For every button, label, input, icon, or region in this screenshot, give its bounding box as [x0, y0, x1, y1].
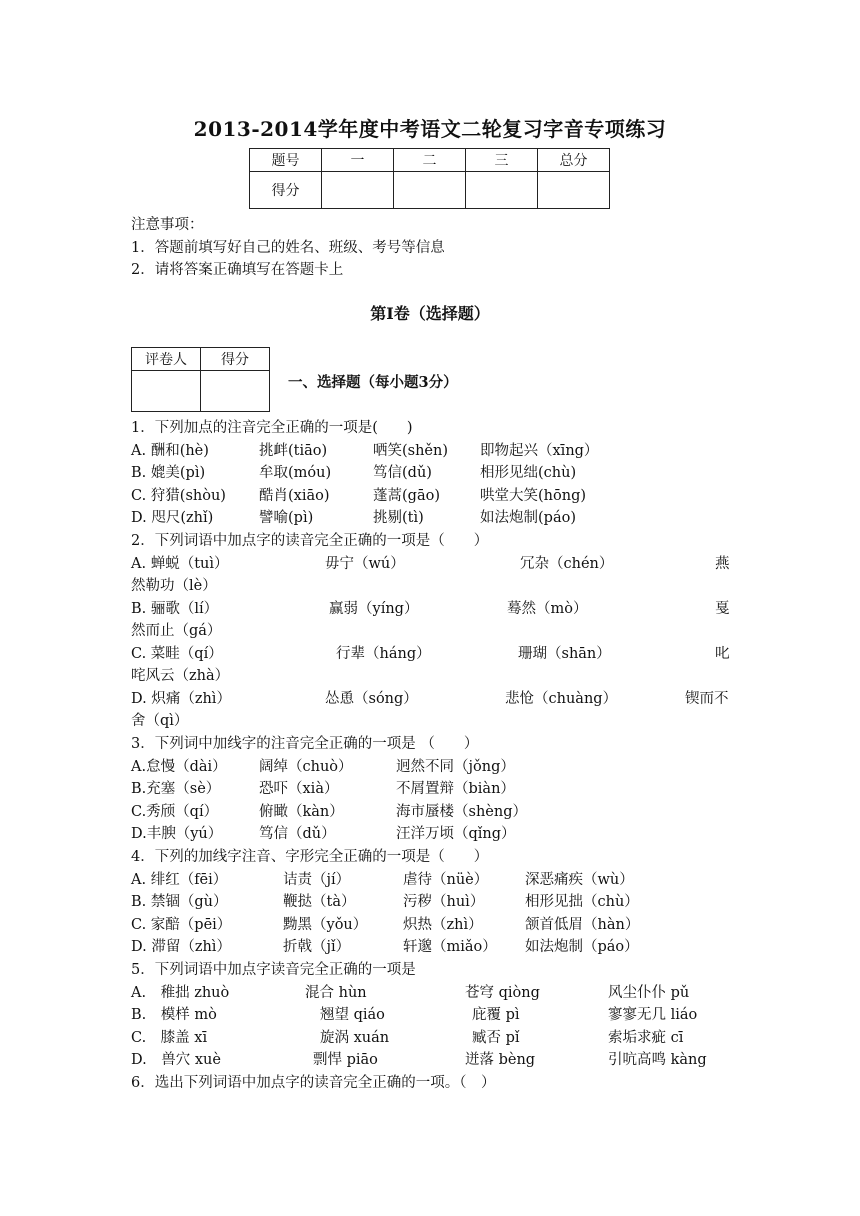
option-word: 蓬蒿(gāo)	[373, 488, 440, 504]
option-word: 汪洋万顷（qǐng）	[396, 826, 516, 842]
option-word: 阔绰（chuò）	[259, 759, 353, 775]
option-word: 不屑置辩（biàn）	[396, 781, 515, 797]
option-word: 挑衅(tiāo)	[259, 443, 328, 459]
option-word: D. 咫尺(zhǐ)	[131, 510, 214, 526]
option-word: 锲而不	[685, 691, 729, 707]
option-word: 相形见拙（chù）	[525, 894, 639, 910]
option-word: 相形见绌(chù)	[480, 465, 577, 481]
option-word: C. 菜畦（qí）	[131, 646, 223, 662]
option-word: 寥寥无几 liáo	[608, 1007, 698, 1023]
option-word: 哄堂大笑(hōng)	[480, 488, 587, 504]
option-word: 翘望 qiáo	[320, 1007, 385, 1023]
option-word: 混合 hùn	[305, 985, 367, 1001]
option-word: 诘责（jí）	[283, 872, 351, 888]
grader-blank-cell[interactable]	[201, 371, 270, 412]
option-word: 哂笑(shěn)	[373, 443, 449, 459]
option-word: 酷肖(xiāo)	[259, 488, 330, 504]
option-word: 笃信(dǔ)	[373, 465, 432, 481]
option-word: B. 模样 mò	[131, 1007, 217, 1023]
score-row-label: 得分	[250, 172, 322, 209]
option-word: 譬喻(pì)	[259, 510, 314, 526]
option-word: 行辈（háng）	[336, 646, 431, 662]
option-word: 引吭高鸣 kàng	[608, 1052, 707, 1068]
option-word: 如法炮制(páo)	[480, 510, 576, 526]
option-word: 旋涡 xuán	[320, 1030, 390, 1046]
option-word: 然勒功（lè）	[131, 578, 217, 594]
grader-header: 得分	[201, 348, 270, 371]
option-word: C. 家醅（pēi）	[131, 917, 232, 933]
option-word: 剽悍 piāo	[313, 1052, 378, 1068]
score-table	[249, 148, 610, 209]
note-item: 2．请将答案正确填写在答题卡上	[131, 262, 344, 278]
score-header-cell: 题号	[250, 149, 322, 172]
option-word: 戛	[715, 601, 730, 617]
grader-table	[131, 347, 270, 412]
option-word: 鞭挞（tà）	[283, 894, 356, 910]
score-header-cell: 一	[322, 149, 394, 172]
option-word: 虐待（nüè）	[403, 872, 489, 888]
question-stem: 1．下列加点的注音完全正确的一项是( )	[131, 420, 413, 436]
option-word: A. 稚拙 zhuò	[131, 985, 230, 1001]
option-word: 风尘仆仆 pǔ	[608, 985, 690, 1001]
option-word: 挑剔(tì)	[373, 510, 424, 526]
option-word: D. 滞留（zhì）	[131, 939, 231, 955]
score-blank-cell[interactable]	[394, 172, 466, 209]
score-blank-cell[interactable]	[322, 172, 394, 209]
option-word: 燕	[715, 556, 730, 572]
option-word: 黝黑（yǒu）	[283, 917, 368, 933]
grader-header: 评卷人	[132, 348, 201, 371]
option-word: 恐吓（xià）	[259, 781, 339, 797]
option-word: 折戟（jǐ）	[283, 939, 351, 955]
option-word: 如法炮制（páo）	[525, 939, 639, 955]
option-word: D.丰腴（yú）	[131, 826, 223, 842]
part-title: 一、选择题（每小题3分）	[288, 374, 458, 391]
option-word: 俯瞰（kàn）	[259, 804, 344, 820]
option-word: B. 媲美(pì)	[131, 465, 206, 481]
option-word: 毋宁（wú）	[325, 556, 405, 572]
option-word: 庇覆 pì	[472, 1007, 520, 1023]
option-word: 蓦然（mò）	[507, 601, 588, 617]
score-blank-cell[interactable]	[538, 172, 610, 209]
note-item: 1．答题前填写好自己的姓名、班级、考号等信息	[131, 240, 445, 256]
option-word: C. 狩猎(shòu)	[131, 488, 226, 504]
option-word: 索垢求疵 cī	[608, 1030, 684, 1046]
option-word: C. 膝盖 xī	[131, 1030, 208, 1046]
option-word: B.充塞（sè）	[131, 781, 221, 797]
score-header-cell: 三	[466, 149, 538, 172]
option-word: A. 酬和(hè)	[131, 443, 209, 459]
option-word: 污秽（huì）	[403, 894, 485, 910]
option-word: 珊瑚（shān）	[518, 646, 611, 662]
question-stem: 5．下列词语中加点字读音完全正确的一项是	[131, 962, 416, 978]
option-word: 迸落 bèng	[465, 1052, 536, 1068]
option-word: 舍（qì）	[131, 713, 189, 729]
option-word: 叱	[715, 646, 730, 662]
question-stem: 2．下列词语中加点字的读音完全正确的一项是（ ）	[131, 533, 489, 549]
option-word: D. 炽痛（zhì）	[131, 691, 231, 707]
grader-blank-cell[interactable]	[132, 371, 201, 412]
page-title: 2013-2014学年度中考语文二轮复习字音专项练习	[193, 117, 667, 141]
option-word: B. 骊歌（lí）	[131, 601, 219, 617]
option-word: 臧否 pǐ	[472, 1030, 520, 1046]
option-word: A.怠慢（dài）	[131, 759, 227, 775]
option-word: A. 绯红（fēi）	[131, 872, 228, 888]
option-word: 轩邈（miǎo）	[403, 939, 497, 955]
question-stem: 6．选出下列词语中加点字的读音完全正确的一项。（ ）	[131, 1075, 496, 1091]
option-word: A. 蝉蜕（tuì）	[131, 556, 229, 572]
option-word: 咤风云（zhà）	[131, 668, 230, 684]
option-word: 颔首低眉（hàn）	[525, 917, 640, 933]
option-word: 怂恿（sóng）	[325, 691, 418, 707]
option-word: 深恶痛疾（wù）	[525, 872, 634, 888]
option-word: 苍穹 qiòng	[465, 985, 540, 1001]
score-header-cell: 二	[394, 149, 466, 172]
option-word: 即物起兴（xīng）	[480, 443, 599, 459]
option-word: 冗杂（chén）	[520, 556, 614, 572]
option-word: C.秀颀（qí）	[131, 804, 219, 820]
option-word: 炽热（zhì）	[403, 917, 483, 933]
option-word: 然而止（gá）	[131, 623, 222, 639]
volume-title: 第I卷（选择题）	[370, 304, 490, 323]
option-word: D. 兽穴 xuè	[131, 1052, 221, 1068]
option-word: 海市蜃楼（shèng）	[396, 804, 527, 820]
notes-heading: 注意事项：	[131, 217, 204, 233]
option-word: 笃信（dǔ）	[259, 826, 336, 842]
option-word: 迥然不同（jǒng）	[396, 759, 515, 775]
option-word: 牟取(móu)	[259, 465, 332, 481]
question-stem: 3．下列词中加线字的注音完全正确的一项是 （ ）	[131, 736, 479, 752]
score-header-cell: 总分	[538, 149, 610, 172]
option-word: 悲怆（chuàng）	[505, 691, 618, 707]
score-blank-cell[interactable]	[466, 172, 538, 209]
question-stem: 4．下列的加线字注音、字形完全正确的一项是（ ）	[131, 849, 489, 865]
option-word: 赢弱（yíng）	[329, 601, 419, 617]
option-word: B. 禁锢（gù）	[131, 894, 228, 910]
